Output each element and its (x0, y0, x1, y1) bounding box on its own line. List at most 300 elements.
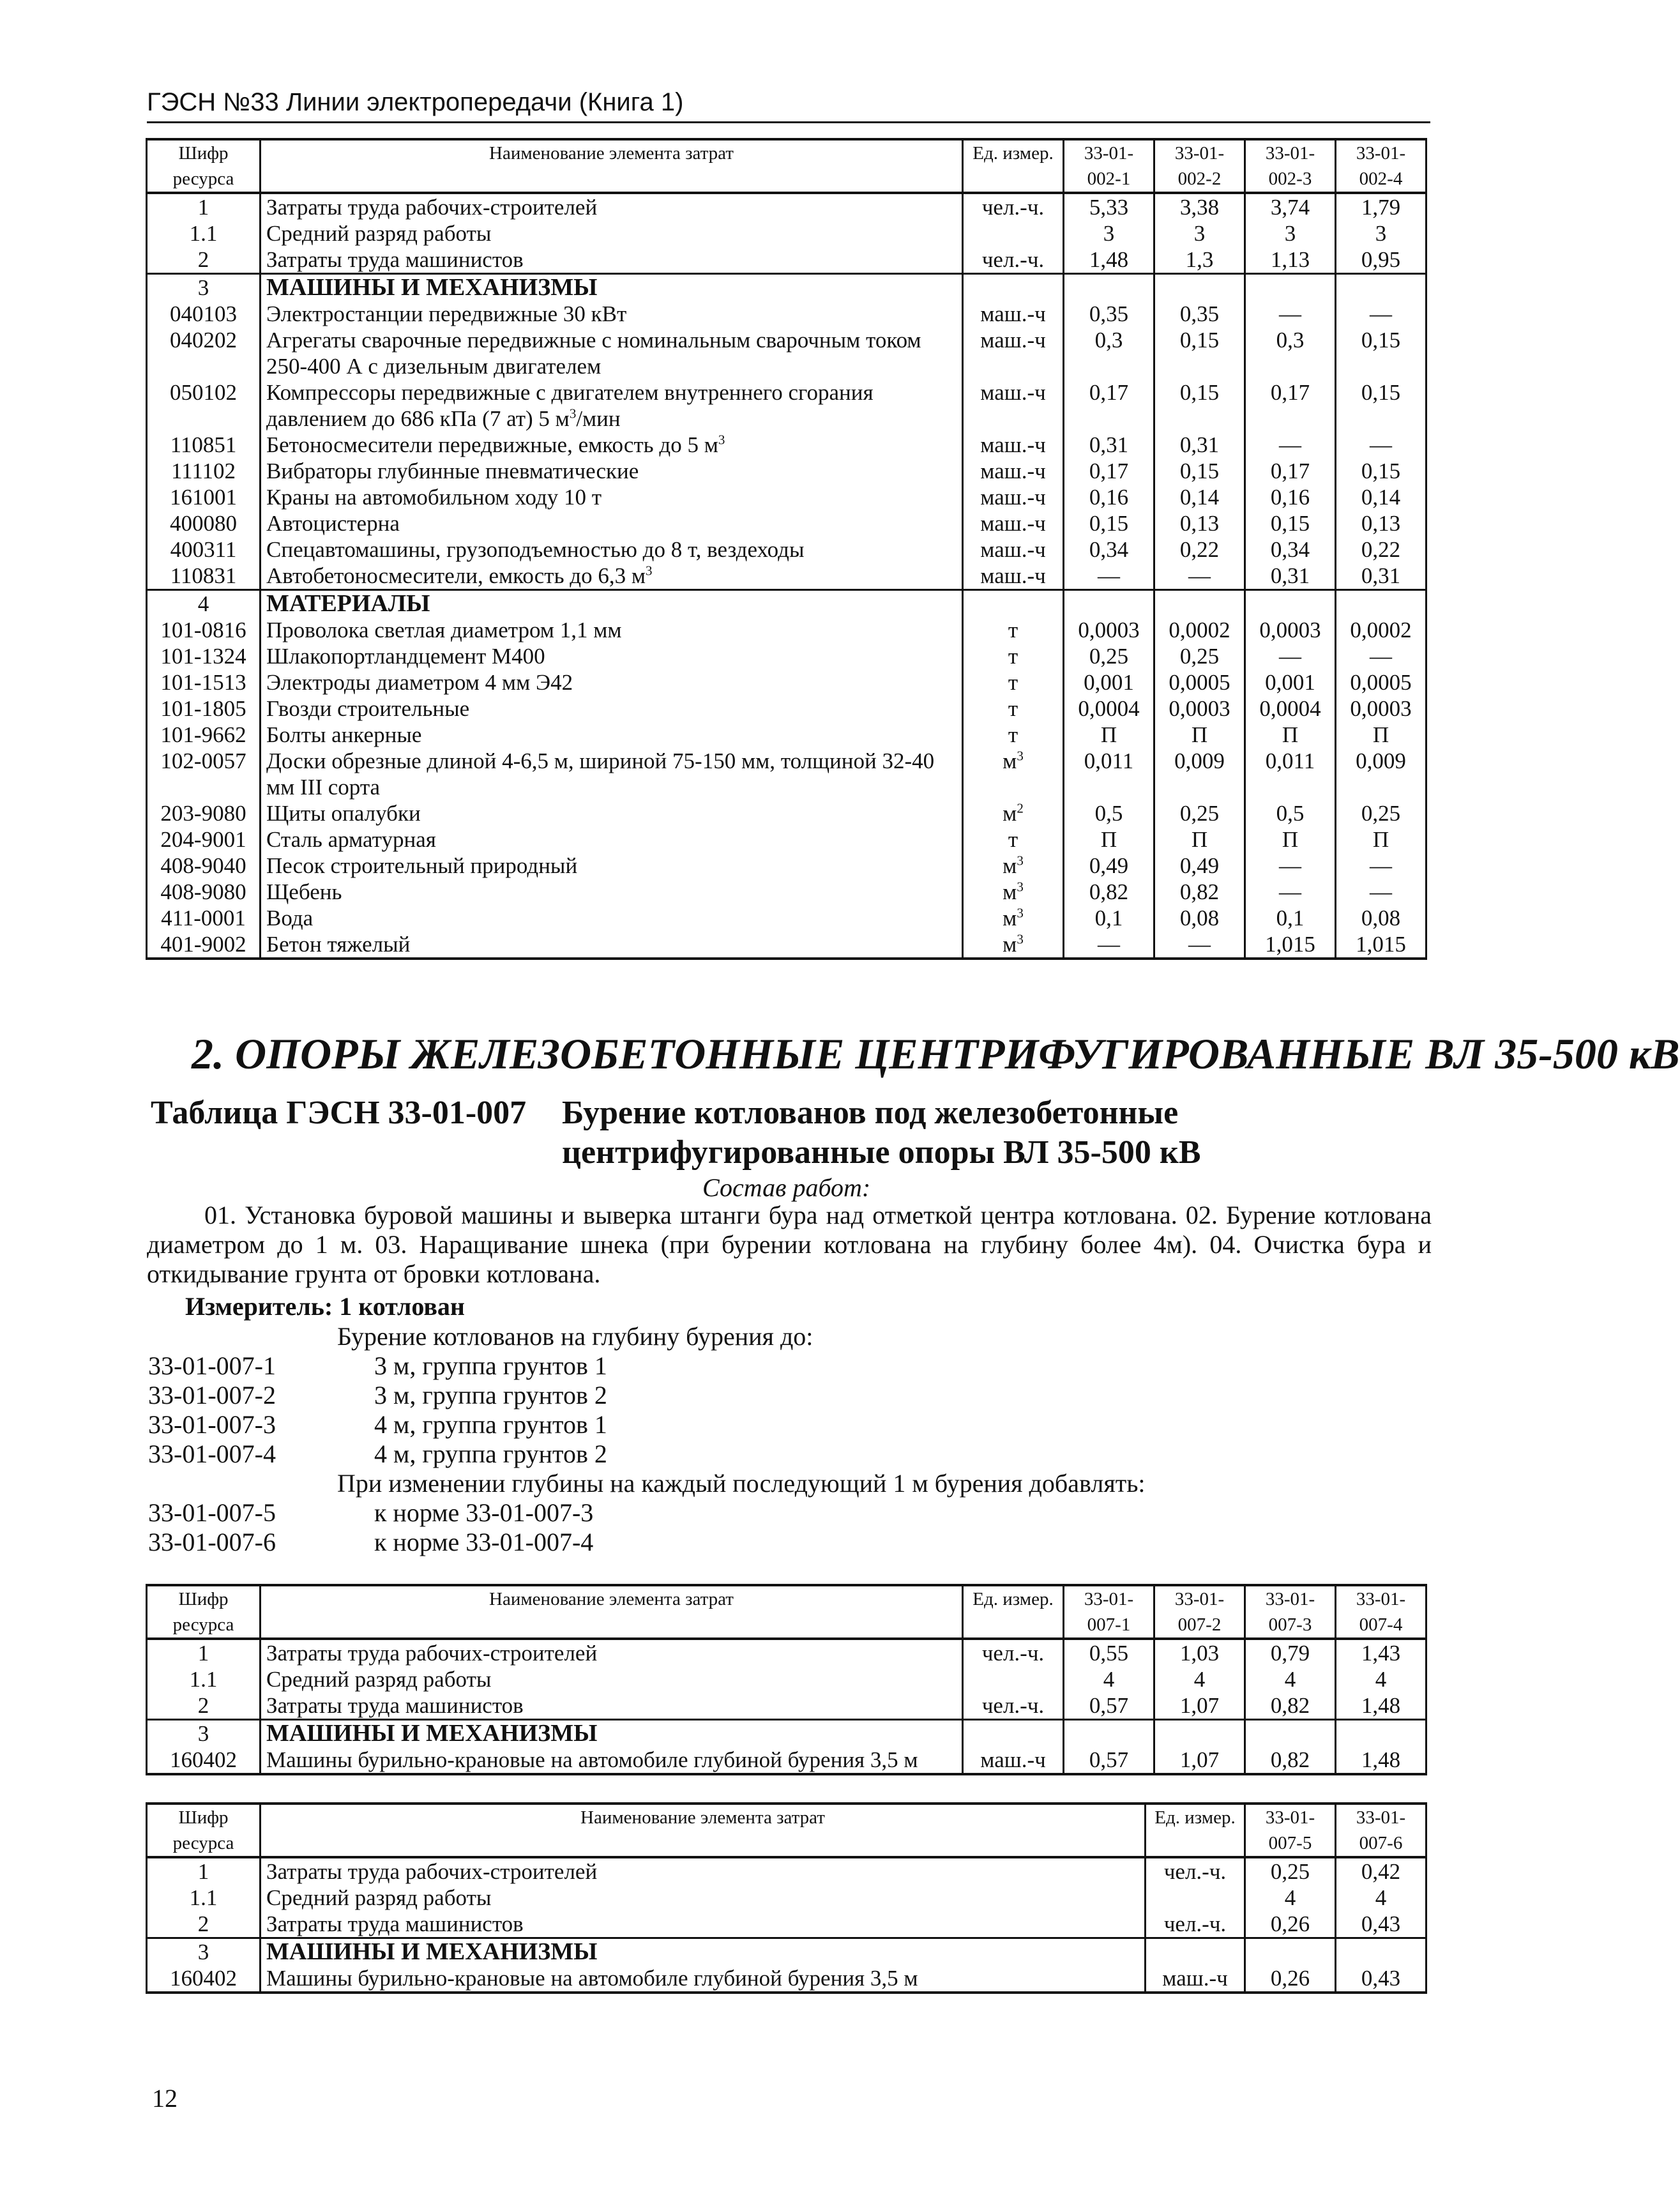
cell-value: 4 (1336, 1666, 1426, 1692)
cell-unit (963, 590, 1064, 618)
cell-unit: маш.-ч (963, 327, 1064, 379)
cell-name: МАШИНЫ И МЕХАНИЗМЫ (261, 1938, 1146, 1966)
cell-value: 0,26 (1245, 1965, 1336, 1993)
cell-unit (963, 1720, 1064, 1747)
cell-unit: т (963, 643, 1064, 669)
cell-name: Щиты опалубки (261, 800, 963, 826)
table-row (147, 1857, 1426, 1885)
cell-value: 0,82 (1245, 1747, 1336, 1774)
header-name: Наименование элемента затрат (261, 1585, 963, 1639)
cell-code: 101-1513 (147, 669, 261, 695)
cell-value: 0,08 (1154, 905, 1245, 931)
cell-value: 1,48 (1336, 1692, 1426, 1720)
cell-unit: $м^3$ (963, 748, 1064, 800)
cell-name: Электростанции передвижные 30 кВт (261, 301, 963, 327)
cell-value: 0,26 (1245, 1911, 1336, 1938)
cell-value: 1,015 (1336, 931, 1426, 959)
cell-name: Песок строительный природный (261, 853, 963, 879)
cell-value: 0,35 (1154, 301, 1245, 327)
cell-value: 0,49 (1154, 853, 1245, 879)
header-norm-code: 33-01-002-3 (1245, 139, 1336, 193)
cell-value: 0,001 (1064, 669, 1154, 695)
cell-value: П (1245, 826, 1336, 853)
page-number: 12 (152, 2084, 178, 2113)
table-row (147, 536, 1426, 563)
header-norm-code: 33-01-007-2 (1154, 1585, 1245, 1639)
cell-name: Затраты труда рабочих-строителей (261, 193, 963, 220)
cell-unit (1146, 1885, 1245, 1911)
cell-value: 0,31 (1245, 563, 1336, 590)
cell-name: Затраты труда рабочих-строителей (261, 1639, 963, 1666)
cell-value: 0,14 (1336, 484, 1426, 510)
cell-code: 111102 (147, 458, 261, 484)
norms-intro: Бурение котлованов на глубину бурения до: (337, 1322, 814, 1351)
table-row (147, 247, 1426, 274)
cell-value: 3,74 (1245, 193, 1336, 220)
cell-name: Машины бурильно-крановые на автомобиле глубиной бурения 3,5 м (261, 1747, 963, 1774)
cell-code: 3 (147, 1938, 261, 1966)
cell-value: 0,08 (1336, 905, 1426, 931)
cell-value (1245, 590, 1336, 618)
cell-value: 1,79 (1336, 193, 1426, 220)
cell-value: 0,34 (1245, 536, 1336, 563)
cell-value: 1,13 (1245, 247, 1336, 274)
table-row (147, 748, 1426, 800)
cell-unit: т (963, 617, 1064, 643)
cell-unit: чел.-ч. (963, 1692, 1064, 1720)
cell-value (1154, 1720, 1245, 1747)
cell-value: — (1154, 563, 1245, 590)
cell-code: 040202 (147, 327, 261, 379)
cell-name: Вода (261, 905, 963, 931)
cell-value: 4 (1064, 1666, 1154, 1692)
cell-value: 0,13 (1154, 510, 1245, 536)
cell-name: Машины бурильно-крановые на автомобиле глубиной бурения 3,5 м (261, 1965, 1146, 1993)
cell-value: 0,009 (1154, 748, 1245, 800)
table-row (147, 853, 1426, 879)
cell-name: Спецавтомашины, грузоподъемностью до 8 т, вездеходы (261, 536, 963, 563)
cell-value: 0,15 (1154, 327, 1245, 379)
cell-code: 1.1 (147, 1666, 261, 1692)
cell-value: 0,0003 (1336, 695, 1426, 722)
cell-name: Вибраторы глубинные пневматические (261, 458, 963, 484)
cell-value: 0,3 (1064, 327, 1154, 379)
cell-code: 400311 (147, 536, 261, 563)
norm-code: 33-01-007-4 (148, 1440, 276, 1468)
norm-text: к норме 33-01-007-4 (374, 1528, 594, 1556)
cell-code: 050102 (147, 379, 261, 432)
cell-name: Компрессоры передвижные с двигателем внутреннего сгорания давлением до 686 кПа (7 ат) 5 $м^3$/мин (261, 379, 963, 432)
cell-value (1064, 274, 1154, 301)
running-head: ГЭСН №33 Линии электропередачи (Книга 1) (147, 87, 1430, 123)
cell-value: 0,0002 (1336, 617, 1426, 643)
cell-value: 3,38 (1154, 193, 1245, 220)
table-label: Таблица ГЭСН 33-01-007 (151, 1095, 527, 1131)
header-code: Шифр ресурса (147, 139, 261, 193)
cell-unit: маш.-ч (963, 510, 1064, 536)
table-row (147, 879, 1426, 905)
norm-code: 33-01-007-3 (148, 1410, 276, 1439)
cell-value: 0,31 (1064, 432, 1154, 458)
cell-code: 401-9002 (147, 931, 261, 959)
cell-unit: маш.-ч (963, 484, 1064, 510)
cell-unit (1146, 1938, 1245, 1966)
norm-text: 3 м, группа грунтов 2 (374, 1381, 607, 1409)
cell-value: 0,0003 (1154, 695, 1245, 722)
table-row (147, 905, 1426, 931)
cell-name: Бетон тяжелый (261, 931, 963, 959)
cell-value: 0,15 (1336, 458, 1426, 484)
table-row (147, 722, 1426, 748)
cell-value: 0,0004 (1245, 695, 1336, 722)
cell-value: 0,0002 (1154, 617, 1245, 643)
header-norm-code: 33-01-002-2 (1154, 139, 1245, 193)
cell-unit: маш.-ч (963, 563, 1064, 590)
header-norm-code: 33-01-007-6 (1336, 1804, 1426, 1857)
cell-value: 0,25 (1336, 800, 1426, 826)
cell-value: 0,0003 (1064, 617, 1154, 643)
cell-value: 0,17 (1064, 379, 1154, 432)
table-row (147, 826, 1426, 853)
table-row (147, 1692, 1426, 1720)
cell-name: МАТЕРИАЛЫ (261, 590, 963, 618)
cell-value: — (1245, 853, 1336, 879)
table-row (147, 643, 1426, 669)
table-row (147, 510, 1426, 536)
cell-value: 0,49 (1064, 853, 1154, 879)
cell-value: — (1245, 643, 1336, 669)
cell-code: 160402 (147, 1965, 261, 1993)
norm-text: 4 м, группа грунтов 1 (374, 1410, 607, 1439)
cell-value: 0,1 (1064, 905, 1154, 931)
norm-text: 4 м, группа грунтов 2 (374, 1440, 607, 1468)
cell-value: 1,07 (1154, 1692, 1245, 1720)
header-name: Наименование элемента затрат (261, 1804, 1146, 1857)
cell-value: 0,95 (1336, 247, 1426, 274)
cell-unit: маш.-ч (963, 536, 1064, 563)
norm-code: 33-01-007-1 (148, 1351, 276, 1380)
table-row (147, 617, 1426, 643)
cell-code: 2 (147, 1692, 261, 1720)
header-norm-code: 33-01-007-3 (1245, 1585, 1336, 1639)
cell-value: П (1336, 722, 1426, 748)
cell-unit: маш.-ч (963, 379, 1064, 432)
cell-code: 1.1 (147, 220, 261, 247)
cell-value: 0,0005 (1154, 669, 1245, 695)
cell-value: 0,34 (1064, 536, 1154, 563)
cell-code: 1.1 (147, 1885, 261, 1911)
cell-value: 0,31 (1154, 432, 1245, 458)
table-row (147, 563, 1426, 590)
cell-unit: чел.-ч. (963, 193, 1064, 220)
cell-code: 3 (147, 1720, 261, 1747)
table-row (147, 669, 1426, 695)
cell-unit: $м^3$ (963, 853, 1064, 879)
cell-value: 0,0005 (1336, 669, 1426, 695)
cell-value: 0,011 (1064, 748, 1154, 800)
cell-code: 101-1805 (147, 695, 261, 722)
cell-code: 2 (147, 1911, 261, 1938)
cell-value: 1,07 (1154, 1747, 1245, 1774)
cell-value: 5,33 (1064, 193, 1154, 220)
header-code: Шифр ресурса (147, 1804, 261, 1857)
cell-name: Щебень (261, 879, 963, 905)
cell-value: 0,25 (1154, 800, 1245, 826)
cell-code: 4 (147, 590, 261, 618)
cell-name: Доски обрезные длиной 4-6,5 м, шириной 75-150 мм, толщиной 32-40 мм III сорта (261, 748, 963, 800)
cell-value: 0,42 (1336, 1857, 1426, 1885)
resource-table-2 (146, 1584, 1427, 1775)
cell-value: 0,1 (1245, 905, 1336, 931)
cell-name: Гвозди строительные (261, 695, 963, 722)
cell-value: 1,015 (1245, 931, 1336, 959)
cell-value: 0,31 (1336, 563, 1426, 590)
cell-value: 0,5 (1245, 800, 1336, 826)
header-norm-code: 33-01-007-4 (1336, 1585, 1426, 1639)
cell-unit: маш.-ч (963, 301, 1064, 327)
cell-value: 0,82 (1245, 1692, 1336, 1720)
cell-unit: $м^2$ (963, 800, 1064, 826)
cell-value: 0,25 (1064, 643, 1154, 669)
cell-name: Автоцистерна (261, 510, 963, 536)
table-row (147, 220, 1426, 247)
table-header-row (147, 1585, 1426, 1639)
cell-value: — (1245, 301, 1336, 327)
cell-unit: $м^3$ (963, 905, 1064, 931)
cell-value (1336, 590, 1426, 618)
cell-value (1336, 1720, 1426, 1747)
table-row (147, 1938, 1426, 1966)
cell-unit: чел.-ч. (1146, 1857, 1245, 1885)
table-header-row (147, 1804, 1426, 1857)
cell-value: 0,82 (1154, 879, 1245, 905)
header-unit: Ед. измер. (1146, 1804, 1245, 1857)
cell-unit: маш.-ч (963, 432, 1064, 458)
cell-value: 3 (1064, 220, 1154, 247)
cell-value: П (1154, 826, 1245, 853)
cell-value: 0,15 (1245, 510, 1336, 536)
cell-code: 408-9040 (147, 853, 261, 879)
cell-value: 3 (1245, 220, 1336, 247)
cell-code: 400080 (147, 510, 261, 536)
cell-value: 1,03 (1154, 1639, 1245, 1666)
cell-code: 3 (147, 274, 261, 301)
cell-unit: т (963, 826, 1064, 853)
cell-value: 0,15 (1336, 327, 1426, 379)
norm-text: к норме 33-01-007-3 (374, 1498, 594, 1527)
table-row (147, 1639, 1426, 1666)
cell-value: 0,35 (1064, 301, 1154, 327)
table-row (147, 327, 1426, 379)
composition-text: 01. Установка буровой машины и выверка штанги бура над отметкой центра котлована. 02. Бурение котлована диаметром до 1 м. 03. Наращивание шнека (при бурении котлована на глубину более 4м). 04. Очистка бура и откидывание грунта от бровки котлована. (147, 1201, 1432, 1288)
cell-value (1064, 590, 1154, 618)
header-unit: Ед. измер. (963, 1585, 1064, 1639)
cell-code: 411-0001 (147, 905, 261, 931)
cell-value: 3 (1154, 220, 1245, 247)
cell-value: 0,15 (1064, 510, 1154, 536)
cell-name: Средний разряд работы (261, 220, 963, 247)
table-row (147, 590, 1426, 618)
header-unit: Ед. измер. (963, 139, 1064, 193)
cell-unit: чел.-ч. (1146, 1911, 1245, 1938)
cell-value: 0,14 (1154, 484, 1245, 510)
table-row (147, 1747, 1426, 1774)
cell-value: 4 (1245, 1666, 1336, 1692)
norm-text: 3 м, группа грунтов 1 (374, 1351, 607, 1380)
cell-name: Затраты труда машинистов (261, 1911, 1146, 1938)
cell-name: МАШИНЫ И МЕХАНИЗМЫ (261, 1720, 963, 1747)
cell-name: Автобетоносмесители, емкость до 6,3 $м^3$ (261, 563, 963, 590)
cell-value: 0,15 (1154, 379, 1245, 432)
cell-code: 101-0816 (147, 617, 261, 643)
header-norm-code: 33-01-007-1 (1064, 1585, 1154, 1639)
cell-code: 204-9001 (147, 826, 261, 853)
cell-value: 0,001 (1245, 669, 1336, 695)
table-row (147, 193, 1426, 220)
cell-name: Шлакопортландцемент М400 (261, 643, 963, 669)
table-row (147, 379, 1426, 432)
cell-value: 1,43 (1336, 1639, 1426, 1666)
cell-unit: маш.-ч (1146, 1965, 1245, 1993)
cell-value: 0,009 (1336, 748, 1426, 800)
cell-value: 0,55 (1064, 1639, 1154, 1666)
header-name: Наименование элемента затрат (261, 139, 963, 193)
cell-value: 0,43 (1336, 1911, 1426, 1938)
cell-value (1154, 274, 1245, 301)
cell-unit: т (963, 695, 1064, 722)
header-norm-code: 33-01-002-1 (1064, 139, 1154, 193)
cell-value: 1,48 (1064, 247, 1154, 274)
cell-value: — (1154, 931, 1245, 959)
table-header-row (147, 139, 1426, 193)
table-row (147, 1885, 1426, 1911)
cell-name: Затраты труда машинистов (261, 1692, 963, 1720)
cell-name: Агрегаты сварочные передвижные с номинальным сварочным током 250-400 А с дизельным двигателем (261, 327, 963, 379)
table-row (147, 301, 1426, 327)
table-row (147, 484, 1426, 510)
cell-unit: $м^3$ (963, 931, 1064, 959)
cell-code: 101-1324 (147, 643, 261, 669)
resource-table-1 (146, 138, 1427, 960)
table-row (147, 1666, 1426, 1692)
cell-value: 0,17 (1245, 379, 1336, 432)
header-norm-code: 33-01-007-5 (1245, 1804, 1336, 1857)
cell-name: Затраты труда рабочих-строителей (261, 1857, 1146, 1885)
cell-value: П (1154, 722, 1245, 748)
cell-code: 160402 (147, 1747, 261, 1774)
cell-value: 0,0004 (1064, 695, 1154, 722)
cell-value: П (1245, 722, 1336, 748)
table-row (147, 274, 1426, 301)
table-row (147, 458, 1426, 484)
resource-table-3 (146, 1802, 1427, 1994)
cell-value: — (1245, 879, 1336, 905)
cell-code: 1 (147, 1639, 261, 1666)
cell-unit: т (963, 669, 1064, 695)
cell-value: — (1336, 301, 1426, 327)
cell-value: 0,79 (1245, 1639, 1336, 1666)
cell-value: — (1336, 879, 1426, 905)
cell-name: МАШИНЫ И МЕХАНИЗМЫ (261, 274, 963, 301)
cell-value: П (1064, 826, 1154, 853)
cell-value (1245, 1720, 1336, 1747)
cell-name: Проволока светлая диаметром 1,1 мм (261, 617, 963, 643)
cell-value: 0,25 (1154, 643, 1245, 669)
cell-value: 0,13 (1336, 510, 1426, 536)
cell-value: 4 (1245, 1885, 1336, 1911)
cell-name: Средний разряд работы (261, 1885, 1146, 1911)
cell-value (1336, 1938, 1426, 1966)
header-code: Шифр ресурса (147, 1585, 261, 1639)
table-title: Бурение котлованов под железобетонные центрифугированные опоры ВЛ 35-500 кВ (562, 1095, 1201, 1171)
cell-name: Электроды диаметром 4 мм Э42 (261, 669, 963, 695)
norm-code: 33-01-007-6 (148, 1528, 276, 1556)
cell-code: 2 (147, 247, 261, 274)
measure-unit: Измеритель: 1 котлован (185, 1292, 465, 1321)
cell-value (1336, 274, 1426, 301)
cell-value: 0,15 (1154, 458, 1245, 484)
table-row (147, 1720, 1426, 1747)
cell-value: 0,22 (1154, 536, 1245, 563)
cell-code: 110831 (147, 563, 261, 590)
cell-value (1245, 274, 1336, 301)
cell-name: Бетоносмесители передвижные, емкость до 5 $м^3$ (261, 432, 963, 458)
header-norm-code: 33-01-002-4 (1336, 139, 1426, 193)
cell-name: Краны на автомобильном ходу 10 т (261, 484, 963, 510)
cell-value: 0,17 (1245, 458, 1336, 484)
cell-value: 0,22 (1336, 536, 1426, 563)
norms-intro-2: При изменении глубины на каждый последующий 1 м бурения добавлять: (337, 1469, 1146, 1498)
cell-value: — (1064, 931, 1154, 959)
cell-value: 0,16 (1245, 484, 1336, 510)
cell-value: 0,5 (1064, 800, 1154, 826)
cell-unit: маш.-ч (963, 458, 1064, 484)
cell-code: 102-0057 (147, 748, 261, 800)
cell-value: 0,25 (1245, 1857, 1336, 1885)
cell-value: — (1245, 432, 1336, 458)
cell-unit: чел.-ч. (963, 1639, 1064, 1666)
cell-unit: $м^3$ (963, 879, 1064, 905)
table-row (147, 1911, 1426, 1938)
cell-value: 4 (1336, 1885, 1426, 1911)
cell-value: 0,3 (1245, 327, 1336, 379)
cell-value: 0,0003 (1245, 617, 1336, 643)
cell-value: 0,17 (1064, 458, 1154, 484)
cell-unit: чел.-ч. (963, 247, 1064, 274)
cell-value: П (1336, 826, 1426, 853)
cell-unit (963, 274, 1064, 301)
table-row (147, 432, 1426, 458)
cell-value: 1,48 (1336, 1747, 1426, 1774)
cell-code: 110851 (147, 432, 261, 458)
norm-code: 33-01-007-2 (148, 1381, 276, 1409)
table-row (147, 1965, 1426, 1993)
cell-unit: т (963, 722, 1064, 748)
cell-value: 0,57 (1064, 1692, 1154, 1720)
cell-name: Средний разряд работы (261, 1666, 963, 1692)
cell-name: Сталь арматурная (261, 826, 963, 853)
cell-value: 0,57 (1064, 1747, 1154, 1774)
cell-value (1154, 590, 1245, 618)
cell-unit (963, 220, 1064, 247)
cell-value (1245, 1938, 1336, 1966)
cell-value: 0,15 (1336, 379, 1426, 432)
cell-code: 1 (147, 1857, 261, 1885)
cell-code: 203-9080 (147, 800, 261, 826)
cell-value (1064, 1720, 1154, 1747)
cell-value: 4 (1154, 1666, 1245, 1692)
cell-value: — (1336, 853, 1426, 879)
